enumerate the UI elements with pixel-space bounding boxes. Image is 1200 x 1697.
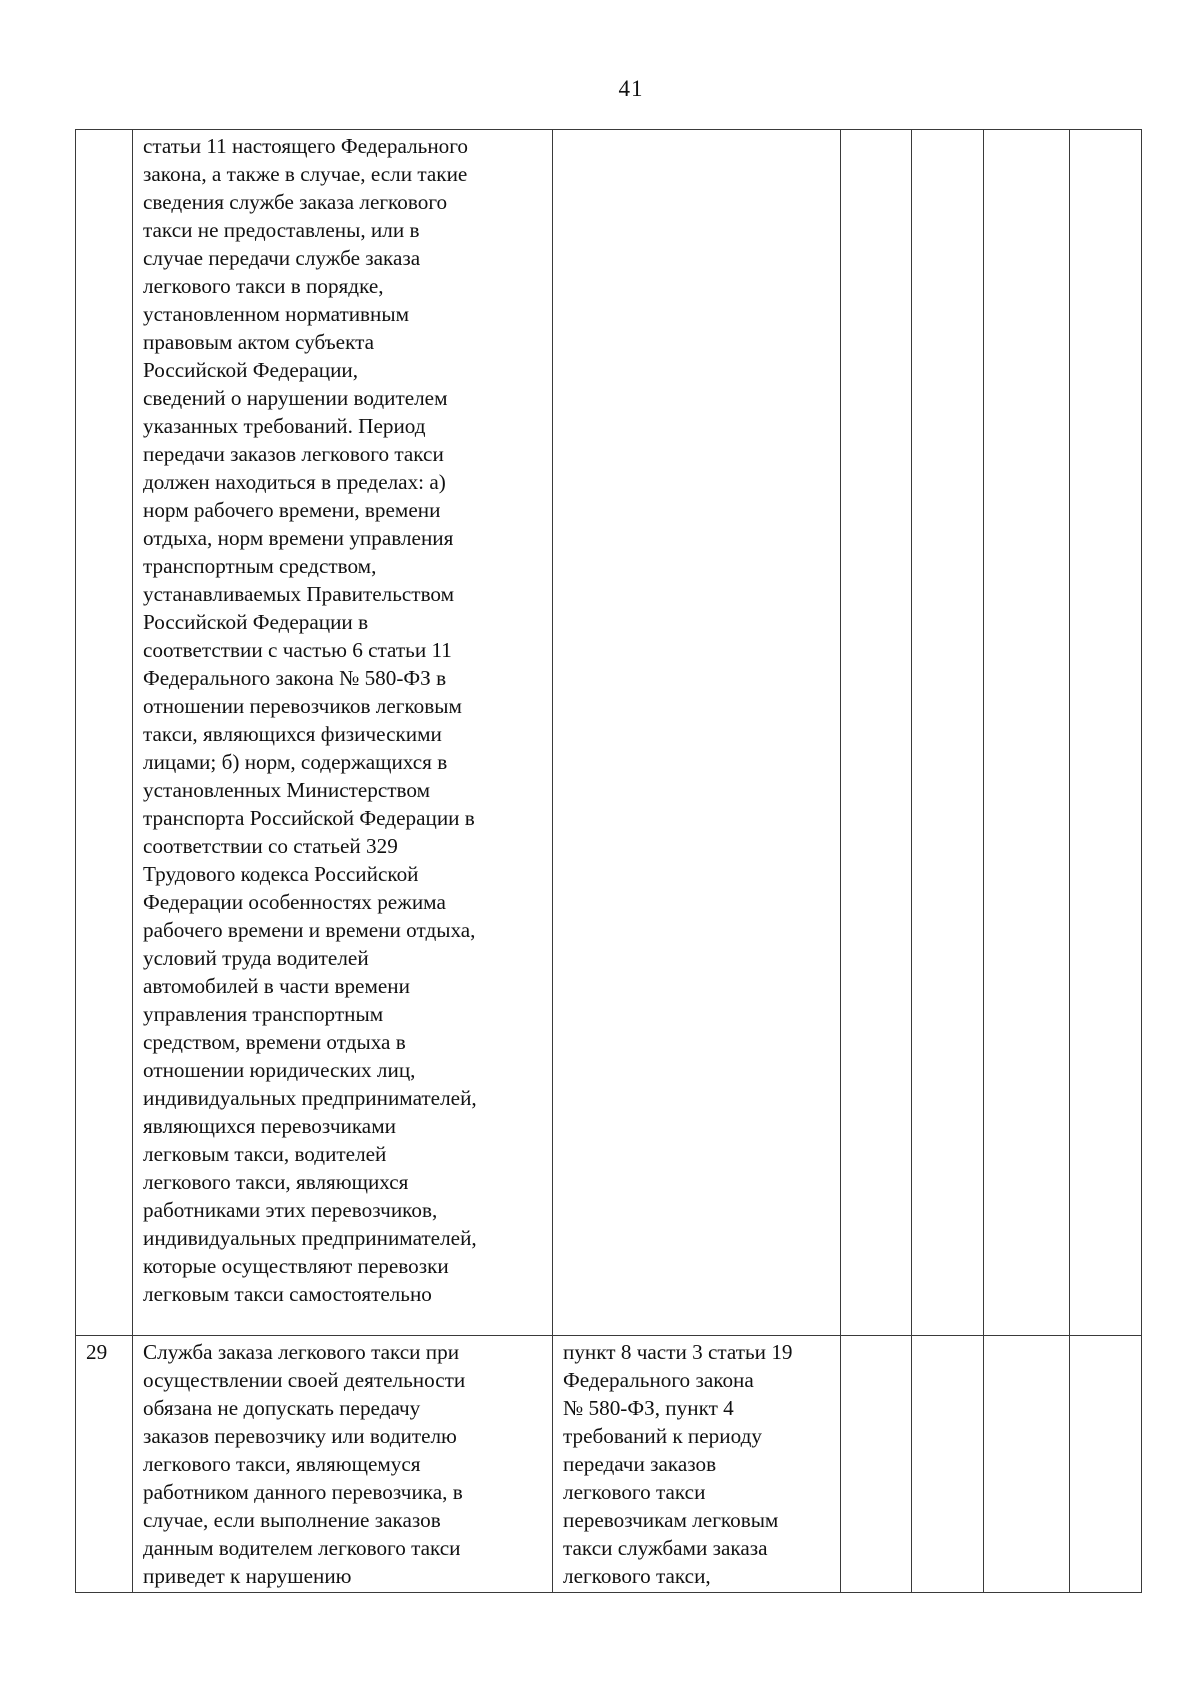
table-row xyxy=(76,130,1142,1336)
table-row xyxy=(76,1336,1142,1593)
answer-no-cell xyxy=(912,130,984,1336)
requirement-cell: Служба заказа легкового такси при осуществлении своей деятельности обязана не допускать передачу заказов перевозчику или водителю легкового такси, являющемуся работником данного перевозчика, в случае, если выполнение заказов данным водителем легкового такси приведет к нарушению xyxy=(133,1336,553,1593)
answer-not-applicable-cell xyxy=(984,1336,1070,1593)
note-cell xyxy=(1070,1336,1142,1593)
answer-no-cell xyxy=(912,1336,984,1593)
legal-basis-cell: пункт 8 части 3 статьи 19 Федерального закона № 580-ФЗ, пункт 4 требований к периоду передачи заказов легкового такси перевозчикам легковым такси службами заказа легкового такси, xyxy=(553,1336,841,1593)
answer-not-applicable-cell xyxy=(984,130,1070,1336)
legal-basis-cell xyxy=(553,130,841,1336)
answer-yes-cell xyxy=(841,130,912,1336)
row-number-cell: 29 xyxy=(76,1336,133,1593)
answer-yes-cell xyxy=(841,1336,912,1593)
note-cell xyxy=(1070,130,1142,1336)
checklist-table xyxy=(75,129,1142,1593)
row-number-cell xyxy=(76,130,133,1336)
requirement-cell: статьи 11 настоящего Федерального закона, а также в случае, если такие сведения службе заказа легкового такси не предоставлены, или в случае передачи службе заказа легкового такси в порядке, установленном нормативным правовым актом субъекта Российской Федерации, сведений о нарушении водителем указанных требований. Период передачи заказов легкового такси должен находиться в пределах: а) норм рабочего времени, времени отдыха, норм времени управления транспортным средством, устанавливаемых Правительством Российской Федерации в соответствии с частью 6 статьи 11 Федерального закона № 580-ФЗ в отношении перевозчиков легковым такси, являющихся физическими лицами; б) норм, содержащихся в установленных Министерством транспорта Российской Федерации в соответствии со статьей 329 Трудового кодекса Российской Федерации особенностях режима рабочего времени и времени отдыха, условий труда водителей автомобилей в части времени управления транспортным средством, времени отдыха в отношении юридических лиц, индивидуальных предпринимателей, являющихся перевозчиками легковым такси, водителей легкового такси, являющихся работниками этих перевозчиков, индивидуальных предпринимателей, которые осуществляют перевозки легковым такси самостоятельно xyxy=(133,130,553,1336)
page-number: 41 xyxy=(618,76,644,101)
